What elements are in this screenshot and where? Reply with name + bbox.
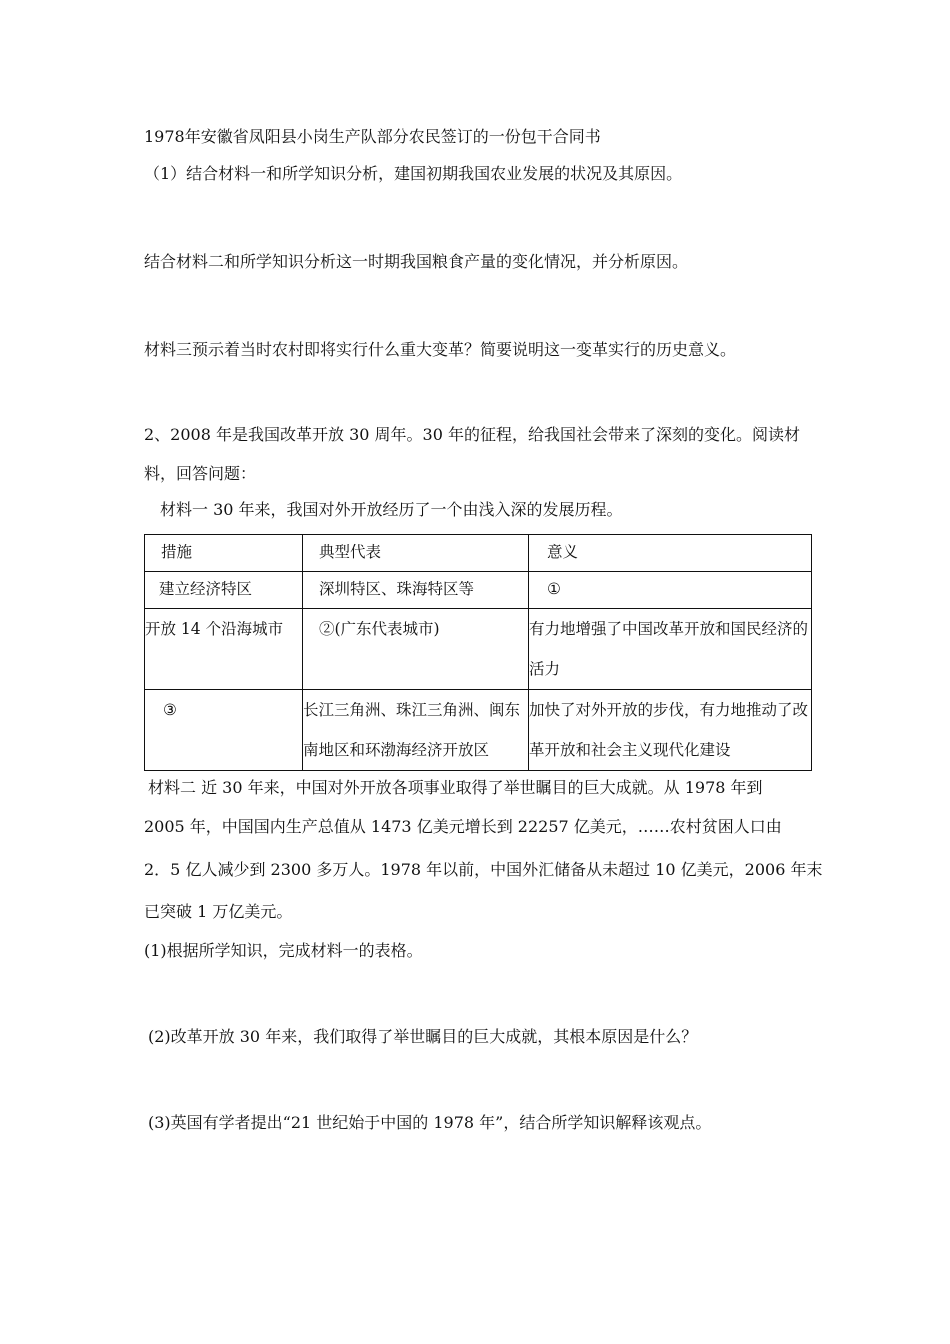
cell-significance: 有力地增强了中国改革开放和国民经济的活力 <box>529 609 812 690</box>
header-representative: 典型代表 <box>303 535 529 572</box>
question-2: 结合材料二和所学知识分析这一时期我国粮食产量的变化情况，并分析原因。 <box>144 252 689 271</box>
opening-up-table <box>144 534 812 771</box>
table-row <box>145 609 812 690</box>
cell-measure: 开放 14 个沿海城市 <box>145 609 303 690</box>
cell-representative: 长江三角洲、珠江三角洲、闽东南地区和环渤海经济开放区 <box>303 690 529 771</box>
cell-significance: 加快了对外开放的步伐，有力地推动了改革开放和社会主义现代化建设 <box>529 690 812 771</box>
material-2-line-1: 材料二 近 30 年来，中国对外开放各项事业取得了举世瞩目的巨大成就。从 1978 年到 <box>148 778 763 797</box>
question-3: 材料三预示着当时农村即将实行什么重大变革？简要说明这一变革实行的历史意义。 <box>144 340 737 359</box>
cell-representative: ②(广东代表城市) <box>303 609 529 690</box>
table-row <box>145 690 812 771</box>
cell-measure: 建立经济特区 <box>145 572 303 609</box>
material-1-text: 材料一 30 年来，我国对外开放经历了一个由浅入深的发展历程。 <box>160 500 623 519</box>
cell-significance: ① <box>529 572 812 609</box>
sub-question-1: (1)根据所学知识，完成材料一的表格。 <box>144 941 423 960</box>
material-2-line-2: 2005 年，中国国内生产总值从 1473 亿美元增长到 22257 亿美元，……农村贫困人口由 <box>144 817 782 836</box>
cell-measure: ③ <box>145 690 303 771</box>
material-2-line-3: 2．5 亿人减少到 2300 多万人。1978 年以前，中国外汇储备从未超过 10 亿美元，2006 年末 <box>144 860 823 879</box>
table-row <box>145 572 812 609</box>
header-significance: 意义 <box>529 535 812 572</box>
intro-line-1: 2、2008 年是我国改革开放 30 周年。30 年的征程，给我国社会带来了深刻的变化。阅读材 <box>144 425 800 444</box>
cell-representative: 深圳特区、珠海特区等 <box>303 572 529 609</box>
header-measure: 措施 <box>145 535 303 572</box>
sub-question-2: (2)改革开放 30 年来，我们取得了举世瞩目的巨大成就，其根本原因是什么？ <box>148 1027 698 1046</box>
table-header-row <box>145 535 812 572</box>
image-caption: 1978年安徽省凤阳县小岗生产队部分农民签订的一份包干合同书 <box>144 127 601 146</box>
material-2-line-4: 已突破 1 万亿美元。 <box>144 902 293 921</box>
sub-question-3: (3)英国有学者提出“21 世纪始于中国的 1978 年”，结合所学知识解释该观点。 <box>148 1113 712 1132</box>
question-1: （1）结合材料一和所学知识分析，建国初期我国农业发展的状况及其原因。 <box>144 164 683 183</box>
intro-line-2: 料，回答问题： <box>144 464 257 483</box>
